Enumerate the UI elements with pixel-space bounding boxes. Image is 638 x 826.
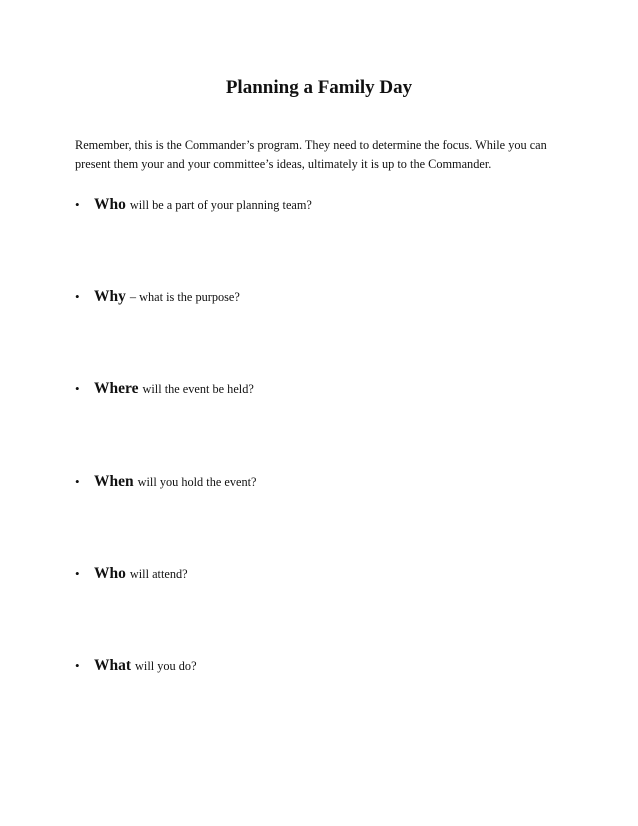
- question-item-who-attend: [75, 565, 575, 587]
- question-text: will attend?: [129, 567, 188, 581]
- question-text: will be a part of your planning team?: [129, 198, 312, 212]
- question-keyword: When: [94, 473, 134, 490]
- bullet-icon: •: [75, 381, 80, 396]
- question-keyword: Where: [94, 380, 139, 397]
- question-keyword: Who: [94, 196, 126, 213]
- question-text: will you hold the event?: [137, 475, 257, 489]
- bullet-icon: •: [75, 197, 80, 212]
- bullet-icon: •: [75, 474, 80, 489]
- page-title: Planning a Family Day: [225, 77, 413, 98]
- question-keyword: What: [94, 657, 132, 674]
- question-keyword: Who: [94, 565, 126, 582]
- bullet-icon: •: [75, 566, 80, 581]
- intro-paragraph: Remember, this is the Commander’s program. They need to determine the focus. While you can present them your and your committee’s ideas, ultimately it is up to the Commander.: [75, 138, 547, 171]
- question-item-when: [75, 473, 575, 495]
- question-item-who-team: [75, 196, 575, 218]
- question-text: will the event be held?: [142, 382, 254, 396]
- question-item-where: [75, 380, 575, 402]
- question-text: will you do?: [135, 659, 197, 673]
- bullet-icon: •: [75, 658, 80, 673]
- bullet-icon: •: [75, 289, 80, 304]
- question-item-why: [75, 288, 575, 310]
- question-item-what: [75, 657, 575, 679]
- question-text: – what is the purpose?: [129, 290, 240, 304]
- question-keyword: Why: [94, 288, 126, 305]
